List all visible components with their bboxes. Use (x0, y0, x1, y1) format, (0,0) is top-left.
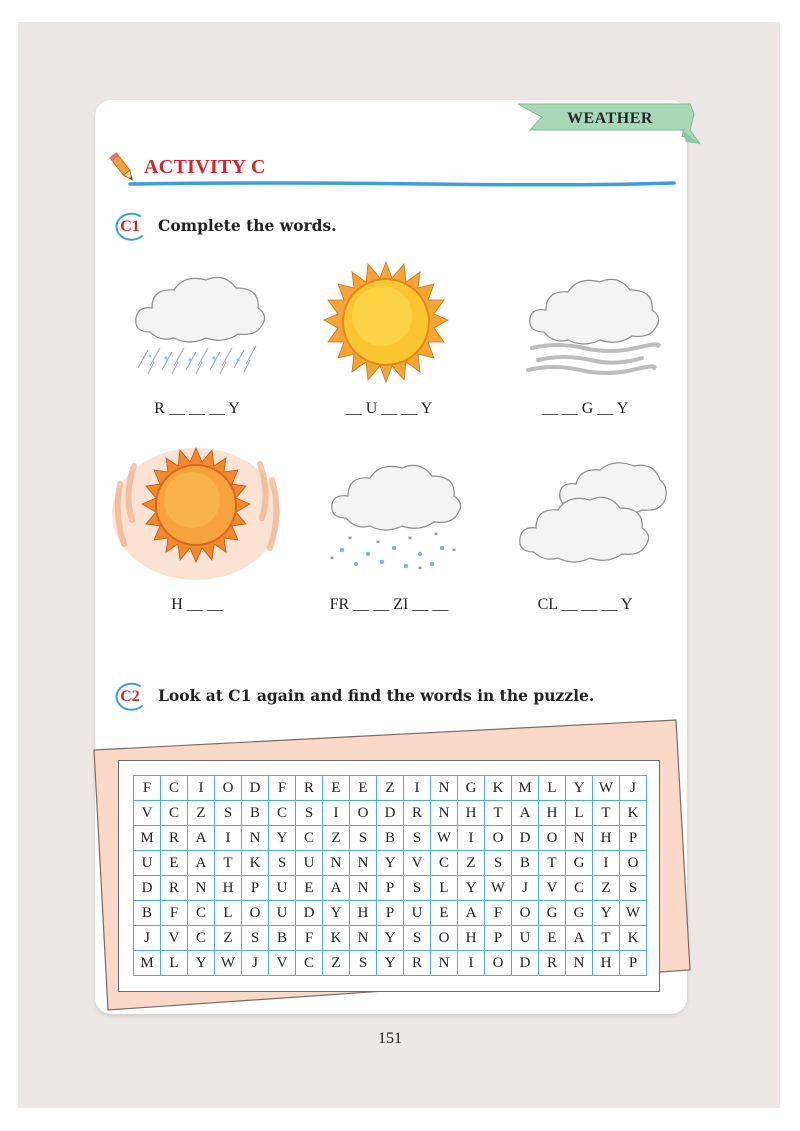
puzzle-cell[interactable]: G (566, 851, 593, 876)
svg-text:*: * (418, 565, 422, 574)
puzzle-cell[interactable]: K (485, 776, 512, 801)
puzzle-cell[interactable]: V (404, 851, 431, 876)
word-puzzle-5: FR __ __ ZI __ __ (329, 596, 449, 613)
puzzle-cell[interactable]: Z (323, 826, 350, 851)
puzzle-cell[interactable]: D (134, 876, 161, 901)
puzzle-cell[interactable]: C (296, 826, 323, 851)
puzzle-cell[interactable]: I (458, 826, 485, 851)
svg-text:*: * (376, 539, 380, 548)
puzzle-cell[interactable]: S (350, 826, 377, 851)
svg-text:*: * (408, 535, 412, 544)
puzzle-cell[interactable]: B (512, 851, 539, 876)
puzzle-cell[interactable]: L (566, 801, 593, 826)
c2-badge (110, 682, 150, 712)
puzzle-cell[interactable]: I (458, 951, 485, 976)
puzzle-cell[interactable]: F (161, 901, 188, 926)
puzzle-cell[interactable]: E (296, 876, 323, 901)
puzzle-cell[interactable]: J (242, 951, 269, 976)
puzzle-cell[interactable]: H (593, 826, 620, 851)
puzzle-cell[interactable]: N (350, 926, 377, 951)
puzzle-cell[interactable]: P (620, 951, 647, 976)
puzzle-cell[interactable]: J (620, 776, 647, 801)
puzzle-cell[interactable]: B (269, 926, 296, 951)
puzzle-cell[interactable]: R (404, 951, 431, 976)
puzzle-cell[interactable]: H (458, 926, 485, 951)
puzzle-cell[interactable]: Y (458, 876, 485, 901)
puzzle-cell[interactable]: Y (593, 901, 620, 926)
puzzle-cell[interactable]: U (269, 876, 296, 901)
puzzle-cell[interactable]: V (134, 801, 161, 826)
puzzle-cell[interactable]: O (485, 951, 512, 976)
puzzle-cell[interactable]: J (512, 876, 539, 901)
puzzle-cell[interactable]: E (161, 851, 188, 876)
puzzle-cell[interactable]: B (377, 826, 404, 851)
title-underline (128, 180, 676, 188)
word-search-panel (118, 760, 660, 992)
puzzle-cell[interactable]: V (161, 926, 188, 951)
puzzle-cell[interactable]: O (350, 801, 377, 826)
puzzle-cell[interactable]: Z (215, 926, 242, 951)
puzzle-cell[interactable]: G (458, 776, 485, 801)
puzzle-cell[interactable]: S (404, 926, 431, 951)
puzzle-cell[interactable]: R (161, 876, 188, 901)
puzzle-cell[interactable]: I (188, 776, 215, 801)
page-number: 151 (378, 1030, 402, 1047)
puzzle-cell[interactable]: F (485, 901, 512, 926)
puzzle-cell[interactable]: I (404, 776, 431, 801)
puzzle-cell[interactable]: K (620, 801, 647, 826)
puzzle-cell[interactable]: S (215, 801, 242, 826)
c2-badge-label: C2 (120, 688, 140, 705)
puzzle-cell[interactable]: L (161, 951, 188, 976)
puzzle-cell[interactable]: S (485, 851, 512, 876)
puzzle-cell[interactable]: O (485, 826, 512, 851)
puzzle-cell[interactable]: L (539, 776, 566, 801)
puzzle-cell[interactable]: D (296, 901, 323, 926)
puzzle-cell[interactable]: B (134, 901, 161, 926)
puzzle-cell[interactable]: S (242, 926, 269, 951)
puzzle-cell[interactable]: N (431, 801, 458, 826)
puzzle-cell[interactable]: O (539, 826, 566, 851)
sun-icon (322, 258, 450, 386)
c1-instruction: Complete the words. (158, 216, 337, 235)
puzzle-cell[interactable]: W (431, 826, 458, 851)
puzzle-cell[interactable]: W (485, 876, 512, 901)
word-search-grid (133, 775, 647, 976)
puzzle-cell[interactable]: A (188, 851, 215, 876)
puzzle-cell[interactable]: Y (377, 851, 404, 876)
puzzle-cell[interactable]: I (323, 801, 350, 826)
puzzle-cell[interactable]: W (593, 776, 620, 801)
puzzle-cell[interactable]: F (269, 776, 296, 801)
c1-badge-label: C1 (120, 218, 140, 235)
puzzle-cell[interactable]: C (566, 876, 593, 901)
puzzle-cell[interactable]: I (593, 851, 620, 876)
puzzle-cell[interactable]: S (620, 876, 647, 901)
puzzle-cell[interactable]: S (350, 951, 377, 976)
puzzle-cell[interactable]: N (242, 826, 269, 851)
puzzle-cell[interactable]: N (323, 851, 350, 876)
puzzle-cell[interactable]: D (242, 776, 269, 801)
puzzle-cell[interactable]: P (242, 876, 269, 901)
puzzle-cell[interactable]: K (323, 926, 350, 951)
puzzle-cell[interactable]: V (269, 951, 296, 976)
puzzle-cell[interactable]: Y (269, 826, 296, 851)
puzzle-cell[interactable]: S (296, 801, 323, 826)
puzzle-cell[interactable]: T (539, 851, 566, 876)
svg-text:*: * (452, 547, 456, 556)
puzzle-cell[interactable]: A (188, 826, 215, 851)
puzzle-cell[interactable]: N (431, 776, 458, 801)
puzzle-cell[interactable]: A (566, 926, 593, 951)
puzzle-cell[interactable]: A (458, 901, 485, 926)
puzzle-cell[interactable]: E (431, 901, 458, 926)
puzzle-cell[interactable]: N (431, 951, 458, 976)
puzzle-cell[interactable]: L (215, 901, 242, 926)
puzzle-cell[interactable]: C (188, 901, 215, 926)
puzzle-cell[interactable]: H (215, 876, 242, 901)
puzzle-cell[interactable]: S (404, 876, 431, 901)
puzzle-cell[interactable]: K (242, 851, 269, 876)
puzzle-cell[interactable]: S (269, 851, 296, 876)
puzzle-cell[interactable]: G (566, 901, 593, 926)
puzzle-cell[interactable]: B (242, 801, 269, 826)
puzzle-cell[interactable]: U (404, 901, 431, 926)
puzzle-cell[interactable]: P (620, 826, 647, 851)
c2-instruction: Look at C1 again and find the words in the puzzle. (158, 686, 595, 705)
puzzle-cell[interactable]: I (215, 826, 242, 851)
puzzle-cell[interactable]: R (296, 776, 323, 801)
puzzle-cell[interactable]: T (485, 801, 512, 826)
word-puzzle-6: CL __ __ __ Y (537, 596, 633, 613)
puzzle-cell[interactable]: N (566, 951, 593, 976)
puzzle-cell[interactable]: H (350, 901, 377, 926)
puzzle-cell[interactable]: Z (188, 801, 215, 826)
word-puzzle-1: R __ __ __ Y (154, 400, 240, 417)
puzzle-cell[interactable]: C (431, 851, 458, 876)
puzzle-cell[interactable]: D (377, 801, 404, 826)
activity-title: ACTIVITY C (144, 156, 266, 178)
svg-text:*: * (434, 531, 438, 540)
fog-cloud-icon (518, 266, 662, 380)
rain-cloud-icon (120, 262, 270, 384)
puzzle-cell[interactable]: F (134, 776, 161, 801)
section-ribbon-label: WEATHER (567, 110, 653, 127)
puzzle-cell[interactable]: D (512, 951, 539, 976)
puzzle-cell[interactable]: Y (323, 901, 350, 926)
puzzle-cell[interactable]: U (512, 926, 539, 951)
puzzle-cell[interactable]: W (215, 951, 242, 976)
puzzle-cell[interactable]: H (593, 951, 620, 976)
puzzle-cell[interactable]: R (161, 826, 188, 851)
puzzle-cell[interactable]: Z (458, 851, 485, 876)
puzzle-cell[interactable]: O (512, 901, 539, 926)
svg-text:*: * (330, 555, 334, 564)
puzzle-cell[interactable]: P (377, 876, 404, 901)
clouds-icon (514, 456, 668, 566)
puzzle-cell[interactable]: T (215, 851, 242, 876)
puzzle-cell[interactable]: H (458, 801, 485, 826)
puzzle-cell[interactable]: N (350, 851, 377, 876)
puzzle-cell[interactable]: Y (377, 951, 404, 976)
word-puzzle-3: __ __ G __ Y (541, 400, 629, 417)
puzzle-cell[interactable]: Y (188, 951, 215, 976)
puzzle-cell[interactable]: H (539, 801, 566, 826)
puzzle-cell[interactable]: P (377, 901, 404, 926)
puzzle-cell[interactable]: N (188, 876, 215, 901)
puzzle-cell[interactable]: W (620, 901, 647, 926)
puzzle-cell[interactable]: Z (593, 876, 620, 901)
puzzle-cell[interactable]: E (323, 776, 350, 801)
puzzle-cell[interactable]: O (431, 926, 458, 951)
puzzle-cell[interactable]: O (242, 901, 269, 926)
svg-text:*: * (348, 535, 352, 544)
puzzle-cell[interactable]: R (539, 951, 566, 976)
puzzle-cell[interactable]: Y (377, 926, 404, 951)
puzzle-cell[interactable]: M (134, 951, 161, 976)
puzzle-cell[interactable]: U (269, 901, 296, 926)
puzzle-cell[interactable]: M (512, 776, 539, 801)
puzzle-cell[interactable]: R (404, 801, 431, 826)
puzzle-cell[interactable]: S (404, 826, 431, 851)
word-puzzle-2: __ U __ __ Y (345, 400, 433, 417)
puzzle-cell[interactable]: U (134, 851, 161, 876)
puzzle-cell[interactable]: K (620, 926, 647, 951)
puzzle-cell[interactable]: P (485, 926, 512, 951)
puzzle-cell[interactable]: N (350, 876, 377, 901)
puzzle-cell[interactable]: C (188, 926, 215, 951)
puzzle-cell[interactable]: C (161, 801, 188, 826)
word-puzzle-4: H __ __ (171, 596, 223, 613)
puzzle-cell[interactable]: O (215, 776, 242, 801)
puzzle-cell[interactable]: C (161, 776, 188, 801)
puzzle-cell[interactable]: N (566, 826, 593, 851)
puzzle-cell[interactable]: V (539, 876, 566, 901)
puzzle-cell[interactable]: J (134, 926, 161, 951)
puzzle-cell[interactable]: F (296, 926, 323, 951)
puzzle-cell[interactable]: E (350, 776, 377, 801)
puzzle-cell[interactable]: Y (566, 776, 593, 801)
puzzle-cell[interactable]: L (431, 876, 458, 901)
puzzle-cell[interactable]: Z (377, 776, 404, 801)
puzzle-cell[interactable]: A (512, 801, 539, 826)
hot-sun-icon (110, 444, 286, 584)
puzzle-cell[interactable]: G (539, 901, 566, 926)
puzzle-cell[interactable]: T (593, 926, 620, 951)
puzzle-cell[interactable]: O (620, 851, 647, 876)
snow-cloud-icon (322, 454, 462, 578)
puzzle-cell[interactable]: C (269, 801, 296, 826)
puzzle-cell[interactable]: Z (323, 951, 350, 976)
puzzle-cell[interactable]: E (539, 926, 566, 951)
puzzle-cell[interactable]: A (323, 876, 350, 901)
puzzle-cell[interactable]: C (296, 951, 323, 976)
c1-badge (110, 212, 150, 242)
puzzle-cell[interactable]: D (512, 826, 539, 851)
puzzle-cell[interactable]: T (593, 801, 620, 826)
puzzle-cell[interactable]: U (296, 851, 323, 876)
puzzle-cell[interactable]: M (134, 826, 161, 851)
